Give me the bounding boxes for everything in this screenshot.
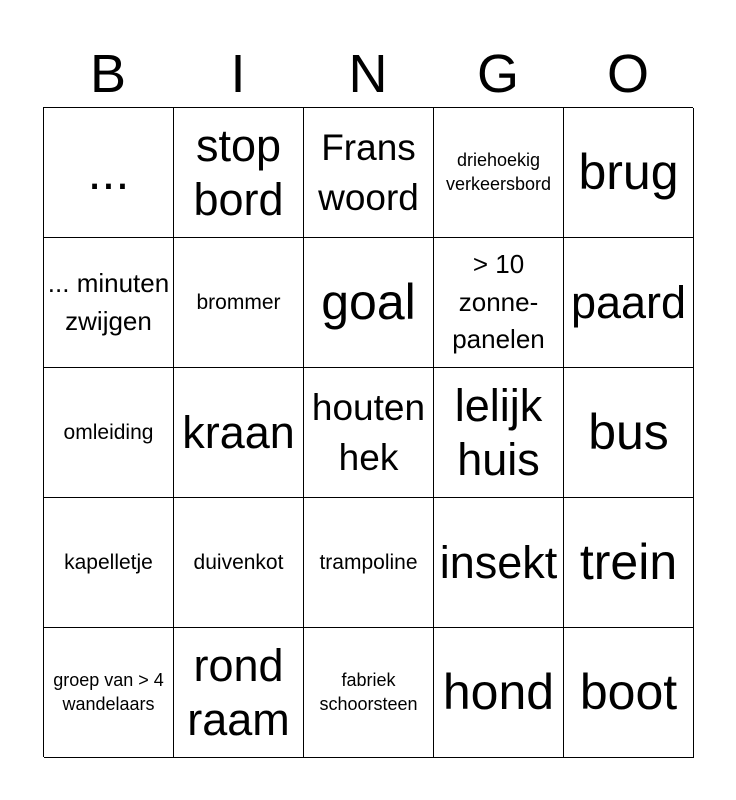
bingo-cell-label: > 10 zonne-panelen xyxy=(452,248,545,355)
bingo-cell-label: boot xyxy=(579,664,678,720)
bingo-cell-label: bus xyxy=(588,404,669,460)
bingo-cell[interactable] xyxy=(304,108,434,238)
bingo-cell[interactable] xyxy=(434,108,564,238)
bingo-cell-label: trein xyxy=(579,534,678,590)
header-letter-g: G xyxy=(476,44,519,104)
header-letter-o: O xyxy=(606,44,649,104)
bingo-cell[interactable] xyxy=(564,108,694,238)
bingo-cell[interactable] xyxy=(174,238,304,368)
bingo-cell[interactable] xyxy=(44,108,174,238)
bingo-cell[interactable] xyxy=(434,498,564,628)
bingo-cell[interactable] xyxy=(44,498,174,628)
bingo-cell-label: insekt xyxy=(439,536,558,588)
bingo-cell-label: Frans woord xyxy=(318,126,419,218)
bingo-cell-label: rond raam xyxy=(187,639,290,745)
bingo-header xyxy=(43,40,693,108)
bingo-cell[interactable] xyxy=(304,628,434,758)
bingo-cell-label: kraan xyxy=(182,406,295,458)
bingo-cell-label: driehoekig verkeersbord xyxy=(445,150,552,194)
bingo-cell-label: kapelletje xyxy=(64,550,153,574)
bingo-cell-label: houten hek xyxy=(311,386,426,478)
bingo-cell[interactable] xyxy=(174,108,304,238)
bingo-cell-label: paard xyxy=(570,276,687,328)
bingo-cell[interactable] xyxy=(44,368,174,498)
bingo-cell-label: trampoline xyxy=(319,550,418,574)
bingo-cell-label: lelijk huis xyxy=(454,379,543,485)
bingo-cell[interactable] xyxy=(434,238,564,368)
bingo-cell-label: stop bord xyxy=(193,119,284,225)
bingo-cell[interactable] xyxy=(304,368,434,498)
bingo-cell[interactable] xyxy=(434,368,564,498)
bingo-cell[interactable] xyxy=(564,628,694,758)
bingo-cell[interactable] xyxy=(564,368,694,498)
bingo-cell-label: ... minuten zwijgen xyxy=(47,267,170,336)
bingo-cell[interactable] xyxy=(44,628,174,758)
bingo-cell[interactable] xyxy=(304,498,434,628)
bingo-cell[interactable] xyxy=(174,498,304,628)
bingo-cell[interactable] xyxy=(434,628,564,758)
header-letter-i: I xyxy=(230,44,246,104)
bingo-cell-label: duivenkot xyxy=(193,550,284,574)
bingo-cell-label: hond xyxy=(442,664,555,720)
bingo-cell-label: fabriek schoorsteen xyxy=(319,670,418,714)
bingo-cell-label: brommer xyxy=(196,290,281,314)
bingo-cell[interactable] xyxy=(564,238,694,368)
bingo-cell[interactable] xyxy=(564,498,694,628)
bingo-cell-label: goal xyxy=(321,274,416,330)
bingo-card xyxy=(43,107,693,757)
header-letter-n: N xyxy=(348,44,388,104)
bingo-cell-label: omleiding xyxy=(63,420,154,444)
bingo-cell-label: groep van > 4 wandelaars xyxy=(53,670,164,714)
bingo-cell[interactable] xyxy=(44,238,174,368)
bingo-cell[interactable] xyxy=(304,238,434,368)
bingo-cell-label: brug xyxy=(578,144,679,200)
bingo-cell[interactable] xyxy=(174,368,304,498)
bingo-cell-label: ... xyxy=(87,144,130,200)
header-letter-b: B xyxy=(89,44,127,104)
bingo-cell[interactable] xyxy=(174,628,304,758)
